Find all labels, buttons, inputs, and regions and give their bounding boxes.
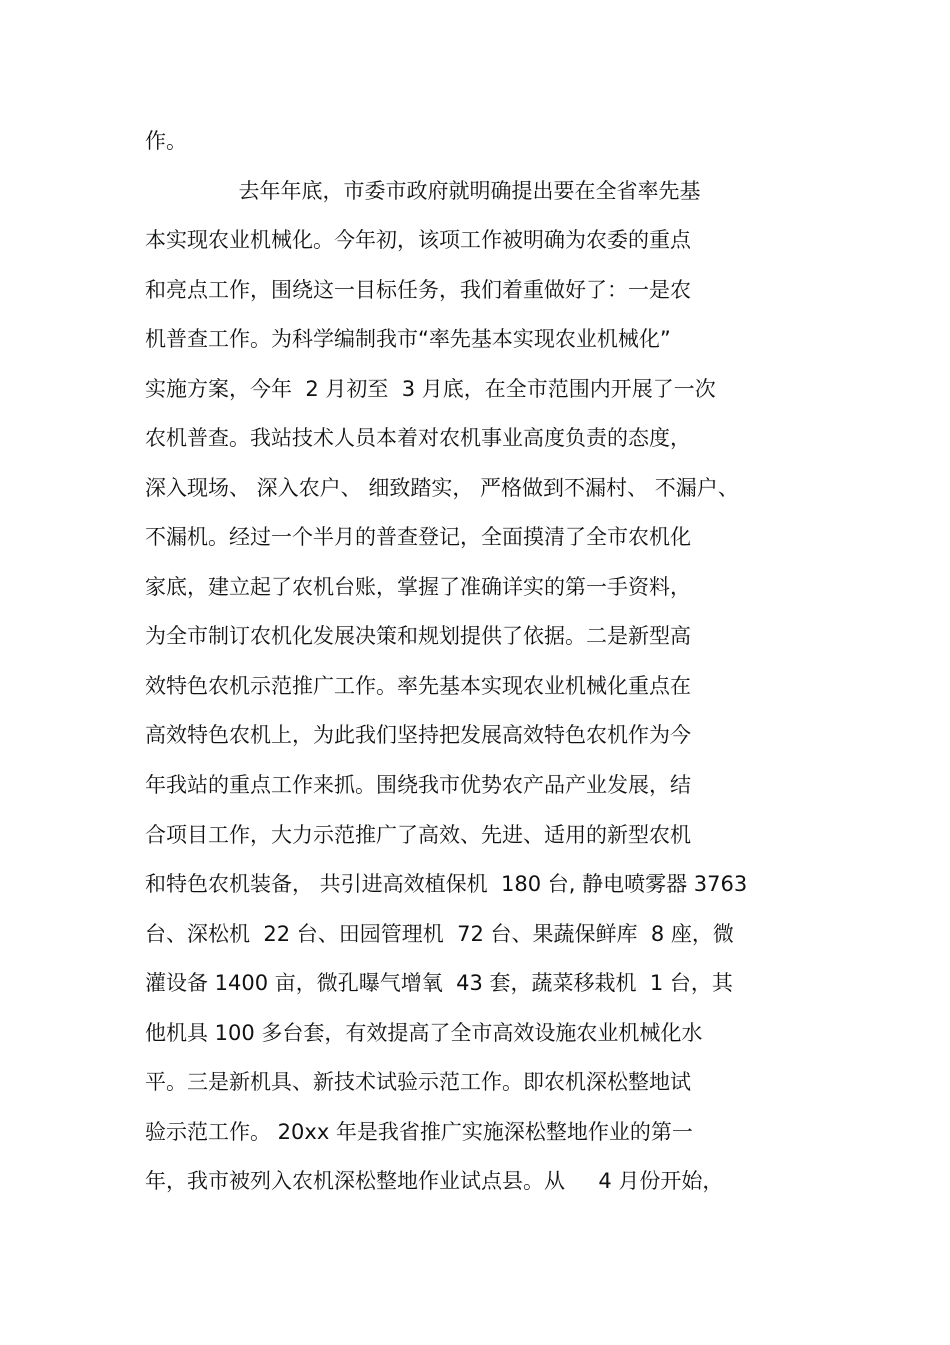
- text-line: 他机具 100 多台套，有效提高了全市高效设施农业机械化水: [145, 1021, 703, 1045]
- text-line: 农机普查。我站技术人员本着对农机事业高度负责的态度，: [145, 426, 691, 450]
- text-line: 本实现农业机械化。今年初，该项工作被明确为农委的重点: [145, 228, 691, 252]
- text-line: 年我站的重点工作来抓。围绕我市优势农产品产业发展，结: [145, 773, 691, 797]
- text-line: 平。三是新机具、新技术试验示范工作。即农机深松整地试: [145, 1070, 691, 1094]
- text-line: 为全市制订农机化发展决策和规划提供了依据。二是新型高: [145, 624, 691, 648]
- text-line: 实施方案，今年 2 月初至 3 月底，在全市范围内开展了一次: [145, 377, 716, 401]
- text-line: 验示范工作。 20xx 年是我省推广实施深松整地作业的第一: [145, 1120, 693, 1144]
- text-line: 机普查工作。为科学编制我市“率先基本实现农业机械化”: [145, 327, 671, 351]
- text-line: 深入现场、 深入农户、 细致踏实， 严格做到不漏村、 不漏户、: [145, 476, 739, 500]
- text-line: 和亮点工作，围绕这一目标任务，我们着重做好了：一是农: [145, 278, 691, 302]
- text-line: 年，我市被列入农机深松整地作业试点县。从 4 月份开始，: [145, 1169, 724, 1193]
- text-line: 和特色农机装备， 共引进高效植保机 180 台, 静电喷雾器 3763: [145, 872, 748, 896]
- text-line: 合项目工作，大力示范推广了高效、先进、适用的新型农机: [145, 823, 691, 847]
- text-line: 去年年底，市委市政府就明确提出要在全省率先基: [145, 179, 701, 203]
- text-line: 效特色农机示范推广工作。率先基本实现农业机械化重点在: [145, 674, 691, 698]
- text-line: 台、深松机 22 台、田园管理机 72 台、果蔬保鲜库 8 座，微: [145, 922, 734, 946]
- text-line: 高效特色农机上，为此我们坚持把发展高效特色农机作为今: [145, 723, 691, 747]
- text-line: 不漏机。经过一个半月的普查登记，全面摸清了全市农机化: [145, 525, 691, 549]
- text-line: 作。: [145, 129, 187, 153]
- text-line: 灌设备 1400 亩，微孔曝气增氧 43 套，蔬菜移栽机 1 台，其: [145, 971, 733, 995]
- text-line: 家底，建立起了农机台账，掌握了准确详实的第一手资料，: [145, 575, 691, 599]
